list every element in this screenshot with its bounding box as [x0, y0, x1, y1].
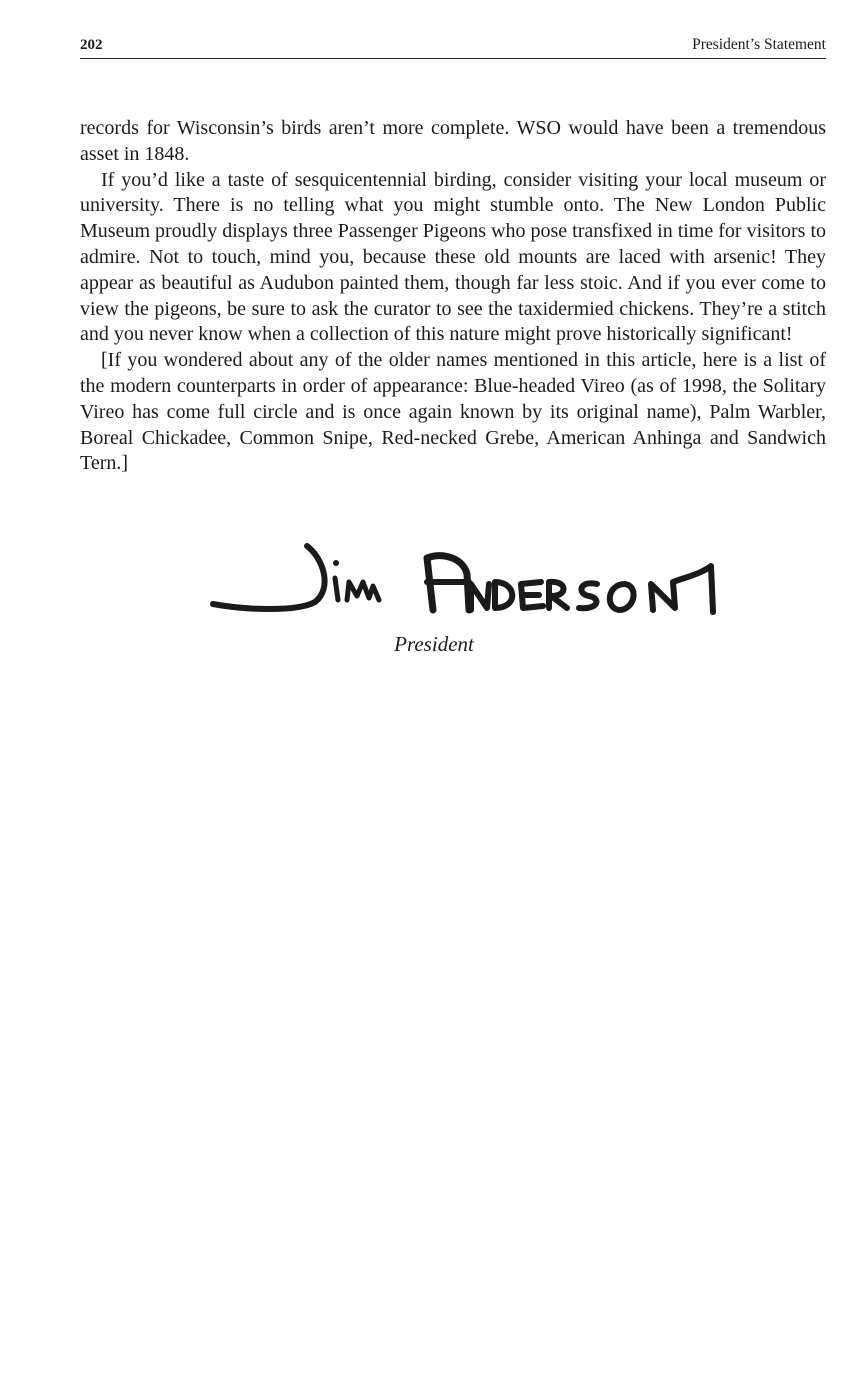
paragraph-3: [If you wondered about any of the older names mentioned in this article, here is a list of the modern counterparts in order of appearance: Blue-headed Vireo (as of 1998, the Solitary Vireo has come full circle and is once again known by its original name), Palm Warbler, Boreal Chickadee, Common Snipe, Red-necked Grebe, American Anhinga and Sandwich Tern.] — [80, 349, 826, 475]
paragraph-2: If you’d like a taste of sesquicentennial birding, consider visiting your local museum or university. There is no telling what you might stumble onto. The New London Public Museum proudly displays three Passenger Pigeons who pose transfixed in time for visitors to admire. Not to touch, mind you, because these old mounts are laced with arsenic! They appear as beautiful as Audubon painted them, though far less stoic. And if you ever come to view the pigeons, be sure to ask the curator to see the taxidermied chickens. They’re a stitch and you never know when a collection of this nature might prove historically significant! — [80, 168, 827, 346]
paragraph-1: records for Wisconsin’s birds aren’t more complete. WSO would have been a tremendous asset in 1848. — [80, 117, 826, 165]
handwritten-signature — [205, 530, 725, 630]
signer-title: President — [394, 632, 474, 656]
signature-drawing — [205, 530, 725, 630]
running-head: President’s Statement — [692, 36, 826, 53]
article-body — [80, 116, 826, 477]
page-header — [80, 34, 826, 59]
page-number: 202 — [80, 37, 103, 53]
